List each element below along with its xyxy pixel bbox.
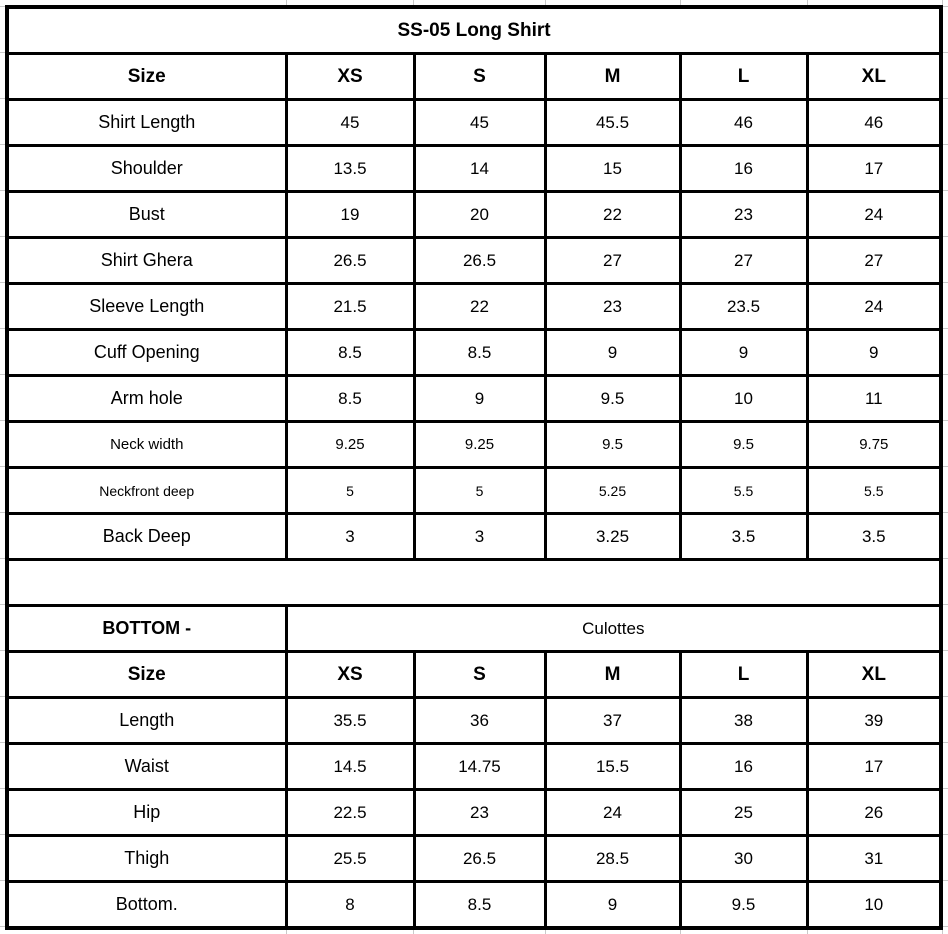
gridline-stub (943, 558, 948, 559)
value-cell: 9.5 (545, 376, 680, 422)
row-label: Hip (7, 790, 286, 836)
measurement-row (7, 192, 941, 238)
spacer-row (7, 560, 941, 606)
value-cell: 26.5 (414, 836, 545, 882)
measurement-row (7, 836, 941, 882)
value-cell: 9 (545, 882, 680, 929)
spacer-cell (7, 560, 941, 606)
value-cell: 23 (414, 790, 545, 836)
gridline-stub (943, 834, 948, 835)
value-cell: 9 (680, 330, 807, 376)
value-cell: 45.5 (545, 100, 680, 146)
gridline-stub (943, 98, 948, 99)
value-cell: 9 (807, 330, 941, 376)
column-header-s: S (414, 54, 545, 100)
gridline-stub (943, 696, 948, 697)
value-cell: 31 (807, 836, 941, 882)
value-cell: 5.5 (680, 468, 807, 514)
value-cell: 3 (286, 514, 414, 560)
measurement-row (7, 284, 941, 330)
measurement-row (7, 468, 941, 514)
measurement-row (7, 698, 941, 744)
size-chart-table (5, 5, 943, 930)
column-header-xs: XS (286, 54, 414, 100)
gridline-stub (943, 236, 948, 237)
column-header-l: L (680, 652, 807, 698)
bottom-section-row (7, 606, 941, 652)
value-cell: 3.5 (807, 514, 941, 560)
row-label: Neck width (7, 422, 286, 468)
column-header-size: Size (7, 54, 286, 100)
gridline-stub (943, 420, 948, 421)
gridline-stub (943, 512, 948, 513)
measurement-row (7, 514, 941, 560)
row-label: Shirt Ghera (7, 238, 286, 284)
column-header-m: M (545, 54, 680, 100)
value-cell: 24 (807, 284, 941, 330)
title-row (7, 7, 941, 54)
gridline-stub (943, 466, 948, 467)
column-header-size: Size (7, 652, 286, 698)
gridline-stub (943, 282, 948, 283)
bottom-header-row (7, 652, 941, 698)
gridline-stub (943, 788, 948, 789)
value-cell: 45 (286, 100, 414, 146)
column-header-xl: XL (807, 652, 941, 698)
value-cell: 9.75 (807, 422, 941, 468)
value-cell: 25 (680, 790, 807, 836)
value-cell: 27 (680, 238, 807, 284)
column-header-m: M (545, 652, 680, 698)
value-cell: 8.5 (286, 330, 414, 376)
value-cell: 15 (545, 146, 680, 192)
value-cell: 8.5 (414, 882, 545, 929)
value-cell: 3.25 (545, 514, 680, 560)
gridline-stub (943, 604, 948, 605)
value-cell: 14.5 (286, 744, 414, 790)
value-cell: 46 (807, 100, 941, 146)
value-cell: 27 (807, 238, 941, 284)
value-cell: 9.5 (545, 422, 680, 468)
row-label: Waist (7, 744, 286, 790)
value-cell: 17 (807, 146, 941, 192)
value-cell: 23 (545, 284, 680, 330)
value-cell: 9.25 (286, 422, 414, 468)
measurement-row (7, 238, 941, 284)
value-cell: 11 (807, 376, 941, 422)
value-cell: 8.5 (286, 376, 414, 422)
column-header-s: S (414, 652, 545, 698)
value-cell: 25.5 (286, 836, 414, 882)
gridline-stub (943, 190, 948, 191)
column-header-l: L (680, 54, 807, 100)
value-cell: 10 (807, 882, 941, 929)
value-cell: 27 (545, 238, 680, 284)
value-cell: 15.5 (545, 744, 680, 790)
table-title: SS-05 Long Shirt (7, 7, 941, 54)
value-cell: 16 (680, 744, 807, 790)
measurement-row (7, 376, 941, 422)
row-label: Arm hole (7, 376, 286, 422)
bottom-section-value: Culottes (286, 606, 941, 652)
bottom-section-label: BOTTOM - (7, 606, 286, 652)
value-cell: 9 (414, 376, 545, 422)
value-cell: 5.5 (807, 468, 941, 514)
value-cell: 36 (414, 698, 545, 744)
value-cell: 26 (807, 790, 941, 836)
row-label: Length (7, 698, 286, 744)
value-cell: 9.25 (414, 422, 545, 468)
value-cell: 8 (286, 882, 414, 929)
value-cell: 24 (807, 192, 941, 238)
gridline-stub (943, 328, 948, 329)
value-cell: 10 (680, 376, 807, 422)
column-header-xl: XL (807, 54, 941, 100)
value-cell: 28.5 (545, 836, 680, 882)
value-cell: 46 (680, 100, 807, 146)
value-cell: 9.5 (680, 422, 807, 468)
measurement-row (7, 744, 941, 790)
measurement-row (7, 790, 941, 836)
value-cell: 3 (414, 514, 545, 560)
measurement-row (7, 330, 941, 376)
value-cell: 14 (414, 146, 545, 192)
value-cell: 39 (807, 698, 941, 744)
row-label: Shirt Length (7, 100, 286, 146)
value-cell: 14.75 (414, 744, 545, 790)
value-cell: 9.5 (680, 882, 807, 929)
measurement-row (7, 146, 941, 192)
value-cell: 26.5 (286, 238, 414, 284)
gridline-stub (943, 926, 948, 927)
value-cell: 24 (545, 790, 680, 836)
value-cell: 26.5 (414, 238, 545, 284)
measurement-row (7, 422, 941, 468)
value-cell: 5 (414, 468, 545, 514)
gridline-stub (943, 650, 948, 651)
gridline-stub (943, 144, 948, 145)
top-header-row (7, 54, 941, 100)
value-cell: 9 (545, 330, 680, 376)
value-cell: 3.5 (680, 514, 807, 560)
value-cell: 23 (680, 192, 807, 238)
value-cell: 22 (545, 192, 680, 238)
row-label: Bust (7, 192, 286, 238)
value-cell: 22 (414, 284, 545, 330)
value-cell: 45 (414, 100, 545, 146)
value-cell: 5 (286, 468, 414, 514)
measurement-row (7, 882, 941, 929)
column-header-xs: XS (286, 652, 414, 698)
row-label: Shoulder (7, 146, 286, 192)
row-label: Thigh (7, 836, 286, 882)
gridline-stub (943, 6, 948, 7)
gridline-stub (943, 374, 948, 375)
row-label: Cuff Opening (7, 330, 286, 376)
gridline-stub (943, 880, 948, 881)
value-cell: 22.5 (286, 790, 414, 836)
value-cell: 13.5 (286, 146, 414, 192)
gridline-stub (943, 52, 948, 53)
size-chart-body (7, 7, 941, 928)
row-label: Back Deep (7, 514, 286, 560)
value-cell: 5.25 (545, 468, 680, 514)
value-cell: 19 (286, 192, 414, 238)
value-cell: 20 (414, 192, 545, 238)
value-cell: 23.5 (680, 284, 807, 330)
gridline-stub (943, 742, 948, 743)
measurement-row (7, 100, 941, 146)
value-cell: 8.5 (414, 330, 545, 376)
value-cell: 21.5 (286, 284, 414, 330)
row-label: Neckfront deep (7, 468, 286, 514)
value-cell: 17 (807, 744, 941, 790)
row-label: Sleeve Length (7, 284, 286, 330)
value-cell: 30 (680, 836, 807, 882)
value-cell: 35.5 (286, 698, 414, 744)
value-cell: 38 (680, 698, 807, 744)
row-label: Bottom. (7, 882, 286, 929)
value-cell: 16 (680, 146, 807, 192)
value-cell: 37 (545, 698, 680, 744)
